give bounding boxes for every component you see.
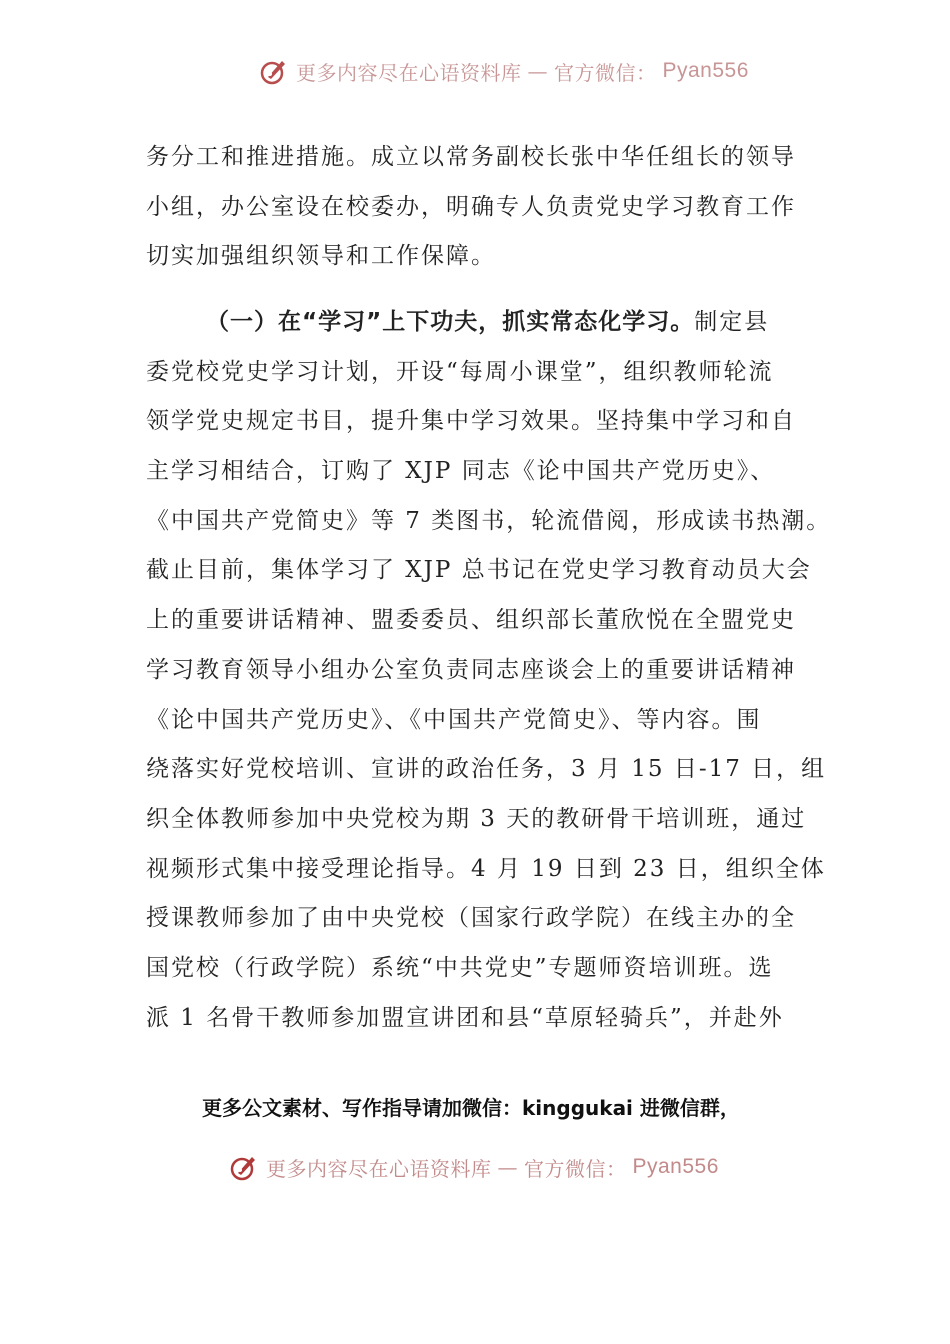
watermark-text: 更多内容尽在心语资料库 [296, 60, 522, 85]
watermark-bottom [228, 1151, 719, 1183]
quill-seal-icon [228, 1151, 260, 1183]
paragraph-2-line: 授课教师参加了由中央党校（国家行政学院）在线主办的全 [146, 905, 796, 932]
watermark-text: 更多内容尽在心语资料库 [266, 1156, 492, 1181]
watermark-id: Pyan556 [662, 59, 749, 82]
paragraph-2-line: 学习教育领导小组办公室负责同志座谈会上的重要讲话精神 [146, 656, 796, 683]
paragraph-2-line: 截止目前，集体学习了 XJP 总书记在党史学习教育动员大会 [146, 557, 812, 584]
paragraph-1-line: 切实加强组织领导和工作保障。 [146, 243, 496, 270]
watermark-separator: — [527, 59, 548, 83]
paragraph-2-line: 《论中国共产党历史》、《中国共产党简史》、等内容。围 [146, 706, 762, 733]
paragraph-2-line: 绕落实好党校培训、宣讲的政治任务，3 月 15 日-17 日，组 [146, 756, 827, 783]
paragraph-2-line: 视频形式集中接受理论指导。4 月 19 日到 23 日，组织全体 [146, 855, 826, 882]
watermark-label: 官方微信： [524, 1156, 627, 1181]
watermark-id: Pyan556 [632, 1155, 719, 1178]
watermark-top [258, 55, 749, 87]
footer-note: 更多公文素材、写作指导请加微信：kinggukai 进微信群， [202, 1096, 740, 1120]
paragraph-2 [146, 298, 832, 1043]
section-heading: （一）在“学习”上下功夫，抓实常态化学习。 [206, 309, 695, 335]
watermark-label: 官方微信： [554, 60, 657, 85]
paragraph-2-line: 主学习相结合，订购了 XJP 同志《论中国共产党历史》、 [146, 458, 776, 485]
paragraph-2-line: 上的重要讲话精神、盟委委员、组织部长董欣悦在全盟党史 [146, 607, 796, 634]
paragraph-2-first-line-rest: 制定县 [694, 309, 770, 335]
paragraph-2-line: 派 1 名骨干教师参加盟宣讲团和县“草原轻骑兵”，并赴外 [146, 1004, 784, 1031]
paragraph-2-line: 国党校（行政学院）系统“中共党史”专题师资培训班。选 [146, 954, 774, 981]
paragraph-1 [146, 133, 826, 282]
paragraph-2-line: 《中国共产党简史》等 7 类图书，轮流借阅，形成读书热潮。 [146, 507, 832, 534]
paragraph-1-line: 小组，办公室设在校委办，明确专人负责党史学习教育工作 [146, 193, 796, 220]
paragraph-2-line: 织全体教师参加中央党校为期 3 天的教研骨干培训班，通过 [146, 805, 807, 832]
watermark-separator: — [497, 1155, 518, 1179]
paragraph-2-line: 领学党史规定书目，提升集中学习效果。坚持集中学习和自 [146, 408, 796, 435]
quill-seal-icon [258, 55, 290, 87]
paragraph-2-line: 委党校党史学习计划，开设“每周小课堂”，组织教师轮流 [146, 358, 774, 385]
paragraph-1-line: 务分工和推进措施。成立以常务副校长张中华任组长的领导 [146, 144, 796, 170]
paragraph-2-first-line [146, 298, 826, 348]
